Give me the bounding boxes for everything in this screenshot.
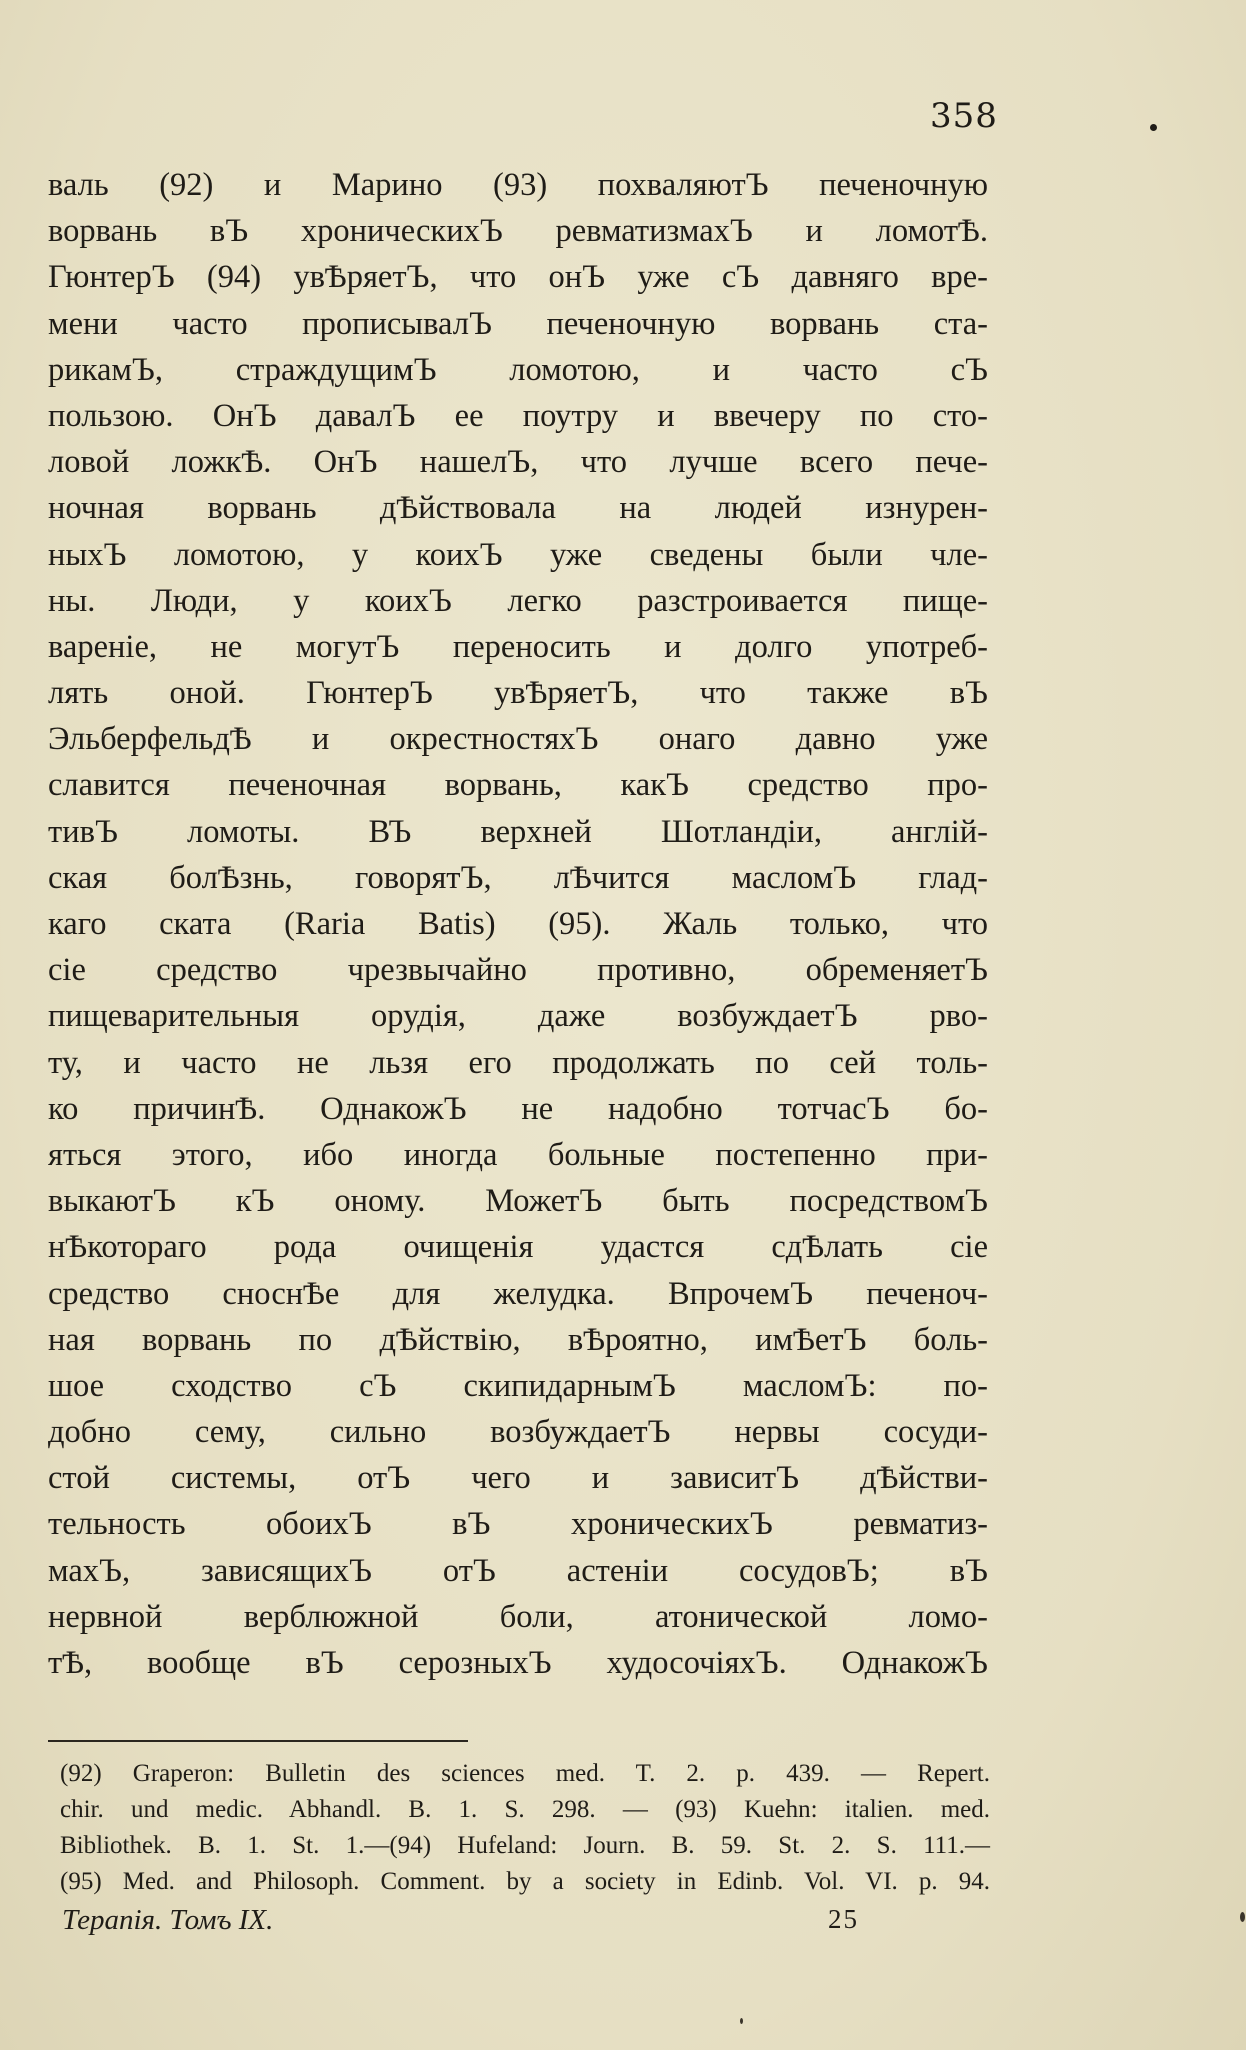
body-line: яться этого, ибо иногда больные постепенно при-	[48, 1136, 988, 1173]
body-line: лять оной. ГюнтерЪ увѢряетЪ, что также вЪ	[48, 675, 988, 712]
body-line: нервной верблюжной боли, атонической ломо-	[48, 1598, 988, 1635]
body-text	[48, 162, 988, 1686]
body-line: мени часто прописывалЪ печеночную ворвань ста-	[48, 305, 988, 342]
body-line: рикамЪ, страждущимЪ ломотою, и часто сЪ	[48, 351, 988, 388]
printer-signature: Терапія. Томъ IX.	[62, 1904, 274, 1936]
body-line: выкаютЪ кЪ оному. МожетЪ быть посредствомЪ	[48, 1183, 988, 1220]
body-line: махЪ, зависящихЪ отЪ астеніи сосудовЪ; вЪ	[48, 1552, 988, 1589]
body-line: ЭльберфельдѢ и окрестностяхЪ онаго давно уже	[48, 721, 988, 758]
body-line: добно сему, сильно возбуждаетЪ нервы сосуди-	[48, 1414, 988, 1451]
body-line: ская болѢзнь, говорятЪ, лѢчится масломЪ глад-	[48, 859, 988, 896]
body-line: ныхЪ ломотою, у коихЪ уже сведены были чле-	[48, 536, 988, 573]
body-line: валь (92) и Марино (93) похваляютЪ печеночную	[48, 167, 988, 203]
body-line: ночная ворвань дѢйствовала на людей изнурен-	[48, 490, 988, 527]
body-line: нѢкотораго рода очищенія удастся сдѢлать сіе	[48, 1229, 988, 1266]
body-line: тивЪ ломоты. ВЪ верхней Шотландіи, англій-	[48, 813, 988, 850]
body-line: шое сходство сЪ скипидарнымЪ масломЪ: по-	[48, 1367, 988, 1404]
footnote-line: (95) Med. and Philosoph. Comment. by a society in Edinb. Vol. VI. p. 94.	[60, 1868, 990, 1895]
body-line: пищеварительныя орудія, даже возбуждаетЪ рво-	[48, 998, 988, 1035]
body-line: ту, и часто не льзя его продолжать по сей толь-	[48, 1044, 988, 1081]
body-line: тельность обоихЪ вЪ хроническихЪ ревматиз-	[48, 1506, 988, 1543]
body-line: вареніе, не могутЪ переносить и долго употреб-	[48, 628, 988, 665]
body-line: славится печеночная ворвань, какЪ средство про-	[48, 767, 988, 804]
ink-dot	[1150, 124, 1157, 131]
body-line: ная ворвань по дѢйствію, вѢроятно, имѢетЪ боль-	[48, 1321, 988, 1358]
signature-number: 25	[828, 1904, 859, 1934]
body-line: ГюнтерЪ (94) увѢряетЪ, что онЪ уже сЪ давняго вре-	[48, 259, 988, 296]
footnotes	[60, 1756, 990, 1900]
ink-speck	[1240, 1912, 1245, 1922]
body-line: пользою. ОнЪ давалЪ ее поутру и ввечеру по сто-	[48, 397, 988, 434]
page-number: 358	[930, 96, 998, 136]
footnote-line: (92) Graperon: Bulletin des sciences med. T. 2. p. 439. — Repert.	[60, 1760, 990, 1787]
footnote-line: chir. und medic. Abhandl. B. 1. S. 298. — (93) Kuehn: italien. med.	[60, 1796, 990, 1823]
footnote-divider	[48, 1740, 468, 1742]
body-line: средство сноснѢе для желудка. ВпрочемЪ печеноч-	[48, 1275, 988, 1312]
body-line: ловой ложкѢ. ОнЪ нашелЪ, что лучше всего пече-	[48, 444, 988, 481]
body-line: сіе средство чрезвычайно противно, обременяетЪ	[48, 952, 988, 989]
body-line: тѢ, вообще вЪ серозныхЪ худосочіяхЪ. ОднакожЪ	[48, 1645, 988, 1681]
ink-speck	[740, 2018, 743, 2024]
body-line: ны. Люди, у коихЪ легко разстроивается пище-	[48, 582, 988, 619]
body-line: ворвань вЪ хроническихЪ ревматизмахЪ и ломотѢ.	[48, 213, 988, 250]
body-line: стой системы, отЪ чего и зависитЪ дѢйстви-	[48, 1460, 988, 1497]
body-line: каго ската (Raria Batis) (95). Жаль только, что	[48, 906, 988, 942]
body-line: ко причинѢ. ОднакожЪ не надобно тотчасЪ бо-	[48, 1090, 988, 1127]
footnote-line: Bibliothek. B. 1. St. 1.—(94) Hufeland: Journ. B. 59. St. 2. S. 111.—	[60, 1832, 990, 1859]
